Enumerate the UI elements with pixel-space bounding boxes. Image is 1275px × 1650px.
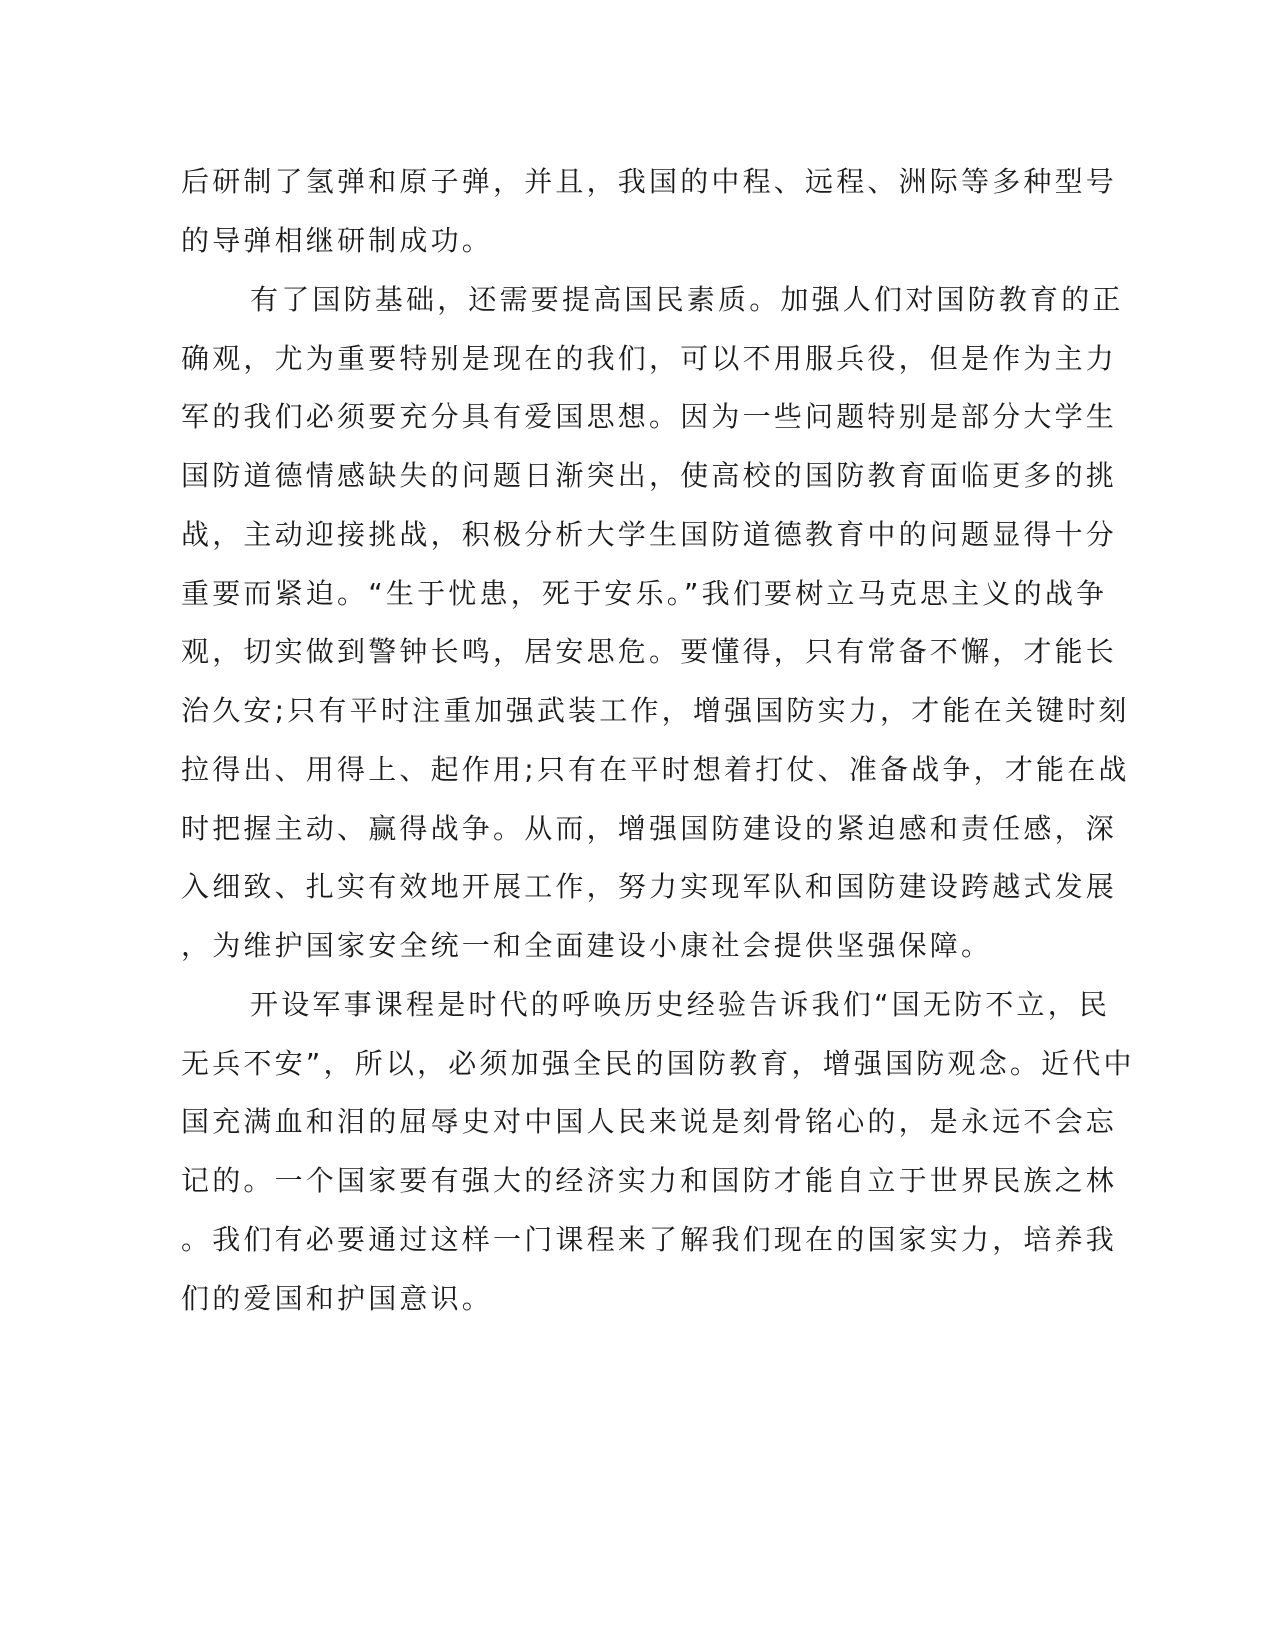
text-line: 国防道德情感缺失的问题日渐突出，使高校的国防教育面临更多的挑 xyxy=(181,459,1118,492)
text-line: 们的爱国和护国意识。 xyxy=(181,1282,494,1315)
text-line: 治久安;只有平时注重加强武装工作，增强国防实力，才能在关键时刻 xyxy=(181,694,1130,727)
text-line: 。我们有必要通过这样一门课程来了解我们现在的国家实力，培养我 xyxy=(181,1223,1118,1256)
text-line: 战，主动迎接挑战，积极分析大学生国防道德教育中的问题显得十分 xyxy=(181,518,1118,551)
text-line: 开设军事课程是时代的呼唤历史经验告诉我们“国无防不立，民 xyxy=(250,988,1111,1021)
text-line: 时把握主动、赢得战争。从而，增强国防建设的紧迫感和责任感，深 xyxy=(181,812,1118,845)
text-line: 军的我们必须要充分具有爱国思想。因为一些问题特别是部分大学生 xyxy=(181,400,1118,433)
text-line: 后研制了氢弹和原子弹，并且，我国的中程、远程、洲际等多种型号 xyxy=(181,165,1118,198)
text-line: 记的。一个国家要有强大的经济实力和国防才能自立于世界民族之林 xyxy=(181,1164,1118,1197)
text-line: 的导弹相继研制成功。 xyxy=(181,224,494,257)
text-line: ，为维护国家安全统一和全面建设小康社会提供坚强保障。 xyxy=(181,929,993,962)
text-line: 拉得出、用得上、起作用;只有在平时想着打仗、准备战争，才能在战 xyxy=(181,753,1130,786)
text-line: 重要而紧迫。“生于忧患，死于安乐。”我们要树立马克思主义的战争 xyxy=(181,577,1108,610)
text-line: 确观，尤为重要特别是现在的我们，可以不用服兵役，但是作为主力 xyxy=(181,342,1118,375)
text-line: 无兵不安”，所以，必须加强全民的国防教育，增强国防观念。近代中 xyxy=(181,1047,1135,1080)
text-line: 国充满血和泪的屈辱史对中国人民来说是刻骨铭心的，是永远不会忘 xyxy=(181,1105,1118,1138)
text-line: 观，切实做到警钟长鸣，居安思危。要懂得，只有常备不懈，才能长 xyxy=(181,635,1118,668)
text-line: 入细致、扎实有效地开展工作，努力实现军队和国防建设跨越式发展 xyxy=(181,870,1118,903)
text-line: 有了国防基础，还需要提高国民素质。加强人们对国防教育的正 xyxy=(250,283,1124,316)
